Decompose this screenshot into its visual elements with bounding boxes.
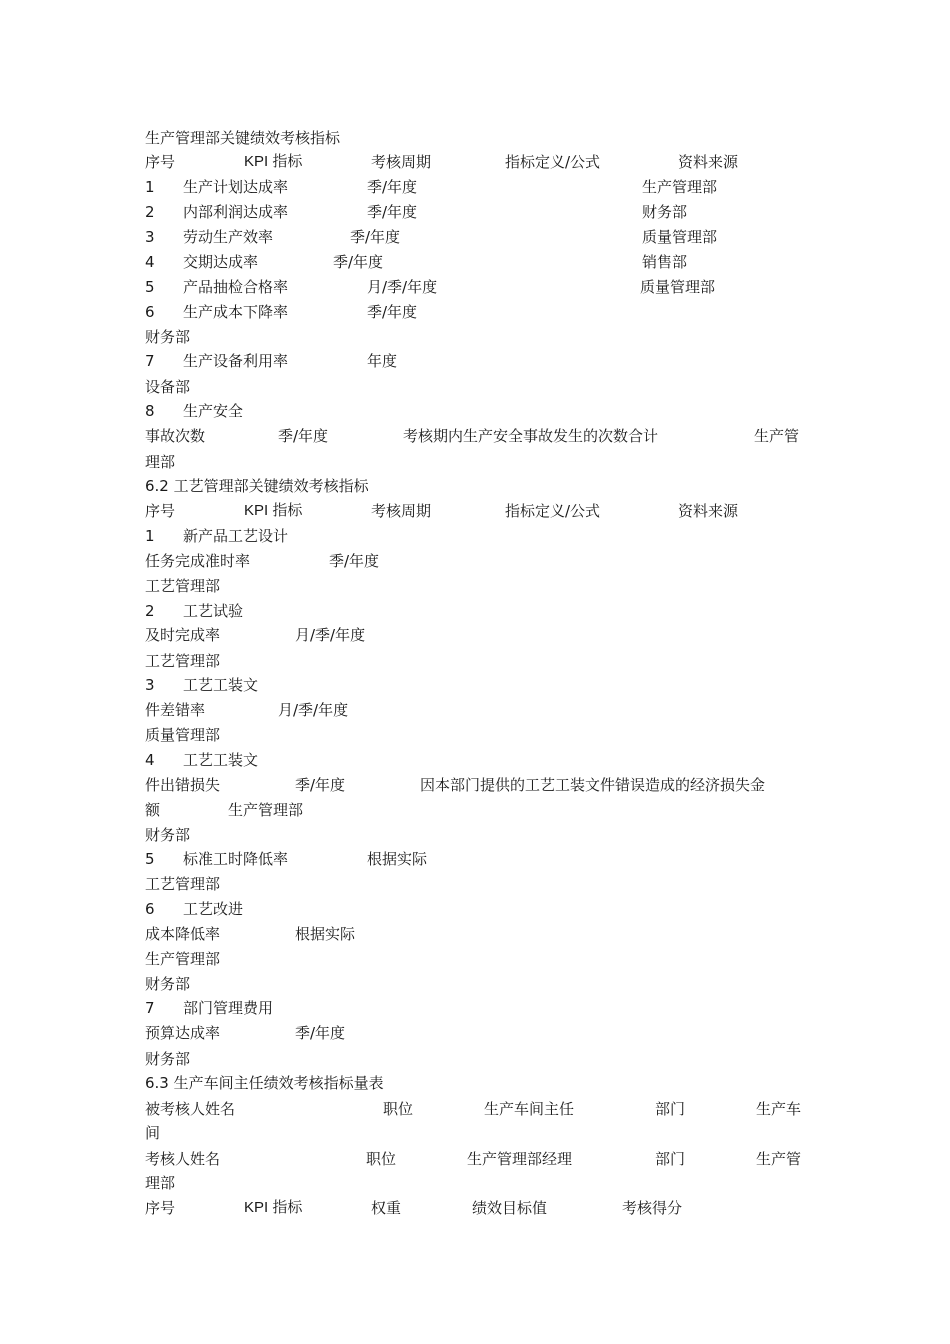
col-source: 资料来源: [678, 153, 739, 171]
col-definition: 指标定义/公式: [505, 153, 601, 171]
dept-label: 部门: [655, 1100, 686, 1118]
assessor-dept: 生产管: [756, 1150, 802, 1168]
position-label: 职位: [383, 1100, 414, 1118]
col-seq: 序号: [145, 153, 176, 171]
assessee-position: 生产车间主任: [484, 1100, 575, 1118]
document-page: 生产管理部关键绩效考核指标 序号 KPI 指标 考核周期 指标定义/公式 资料来源 1 生产计划达成率 季/年度 生产管理部 2 内部利润达成率 季/年度 财务部 3 劳动生产效率 季/年度 质量管理部 4 交期达成率 季/年度 销售部 5 产品抽检合格率 月/季/年度 质量管理部 6 生产成本下降率 季/年度 财务部 7 生产设备利用率 年度 设备部 8 生产安全 事故次数 季/年度 考核期内生产安全事故发生的次数合计 生产管 理部 6.2 工艺管理部关键绩效考核指标 序号 KPI 指标 考核周期 指标定义/公式 资料来源 1 新产品工艺设计 任务完成准时率 季/年度 工艺管理部 2 工艺试验 及时完成率 月/季/年度 工艺管理部 3 工艺工装文 件差错率 月/季/年度 质量管理部 4 工艺工装文 件出错损失 季/年度 因本部门提供的工艺工装文件错误造成的经济损失金 额 生产管理部 财务部 5 标准工时降低率 根据实际 工艺管理部 6 工艺改进 成本降低率 根据实际 生产管理部 财务部 7 部门管理费用 预算达成率 季/年度 财务部 6.3 生产车间主任绩效考核指标量表 被考核人姓名 职位 生产车间主任 部门 生产车 间 考核人姓名 职位 生产管理部经理 部门 生产管 理部 序号 KPI 指标 权重 绩效目标值 考核得分: [145, 129, 802, 1217]
assessor-label: 考核人姓名: [145, 1150, 221, 1168]
dept-label: 部门: [655, 1150, 686, 1168]
col-kpi: KPI 指标: [244, 153, 303, 170]
assessee-label: 被考核人姓名: [145, 1100, 236, 1118]
col-period: 考核周期: [371, 153, 432, 171]
assessor-position: 生产管理部经理: [467, 1150, 573, 1168]
position-label: 职位: [366, 1150, 397, 1168]
assessee-dept: 生产车: [756, 1100, 802, 1118]
